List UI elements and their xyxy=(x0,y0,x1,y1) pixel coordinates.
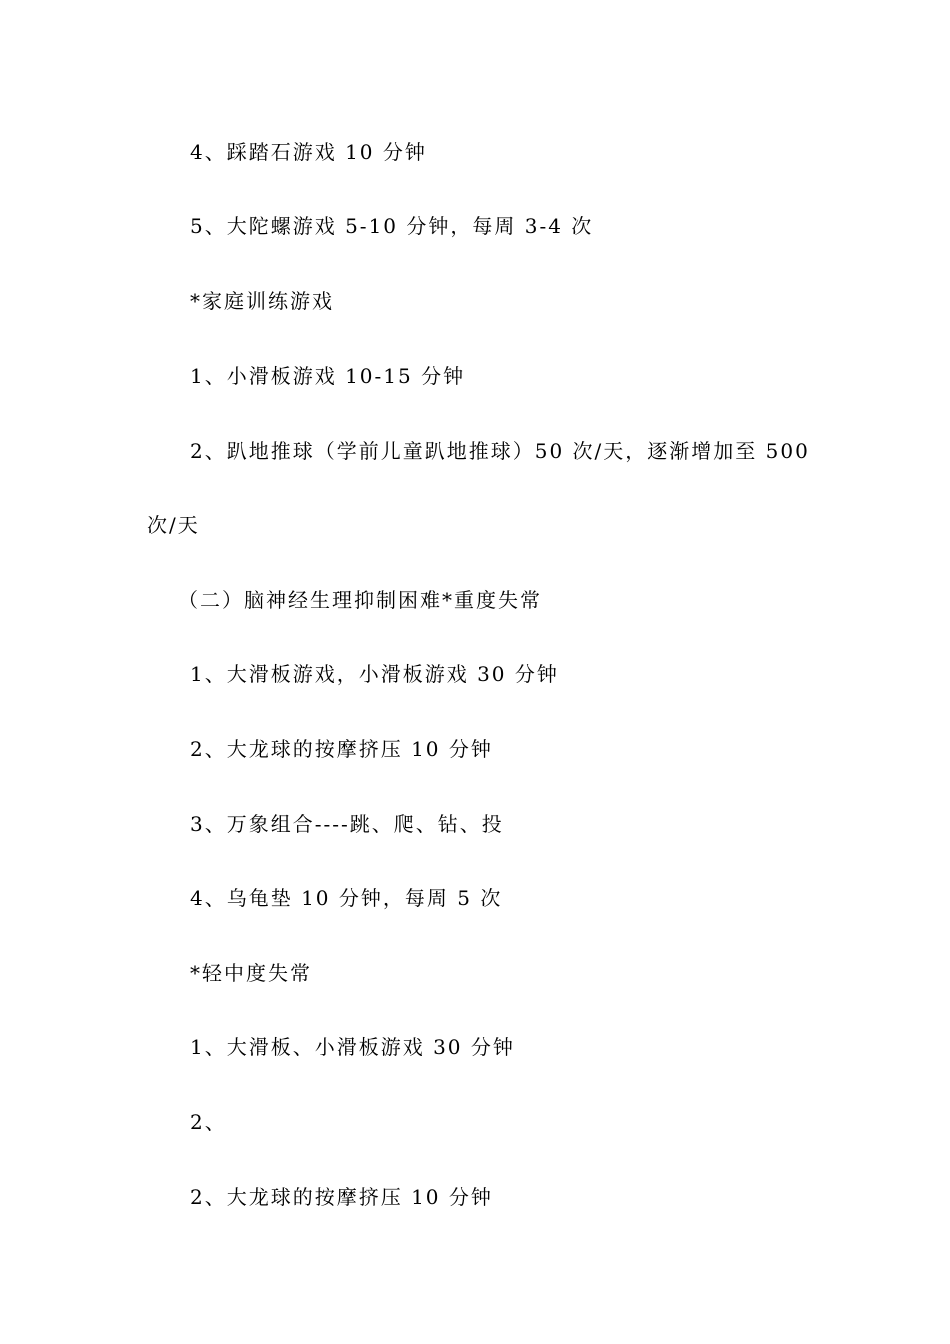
text-line: 2、大龙球的按摩挤压 10 分钟 xyxy=(190,737,493,761)
text-line: 5、大陀螺游戏 5-10 分钟，每周 3-4 次 xyxy=(190,214,594,238)
text-line: 3、万象组合----跳、爬、钻、投 xyxy=(190,812,504,836)
text-line: 2、大龙球的按摩挤压 10 分钟 xyxy=(190,1185,493,1209)
text-line-continuation: 次/天 xyxy=(147,513,200,537)
text-line: 2、趴地推球（学前儿童趴地推球）50 次/天，逐渐增加至 500 xyxy=(190,439,810,463)
text-line: 4、踩踏石游戏 10 分钟 xyxy=(190,140,427,164)
section-heading: （二）脑神经生理抑制困难*重度失常 xyxy=(178,588,542,612)
text-line: 1、小滑板游戏 10-15 分钟 xyxy=(190,364,466,388)
text-line: 4、乌龟垫 10 分钟，每周 5 次 xyxy=(190,886,503,910)
section-heading: *家庭训练游戏 xyxy=(190,289,334,313)
text-line: 2、 xyxy=(190,1110,227,1134)
text-line: 1、大滑板游戏，小滑板游戏 30 分钟 xyxy=(190,662,559,686)
section-heading: *轻中度失常 xyxy=(190,961,312,985)
text-line: 1、大滑板、小滑板游戏 30 分钟 xyxy=(190,1035,515,1059)
